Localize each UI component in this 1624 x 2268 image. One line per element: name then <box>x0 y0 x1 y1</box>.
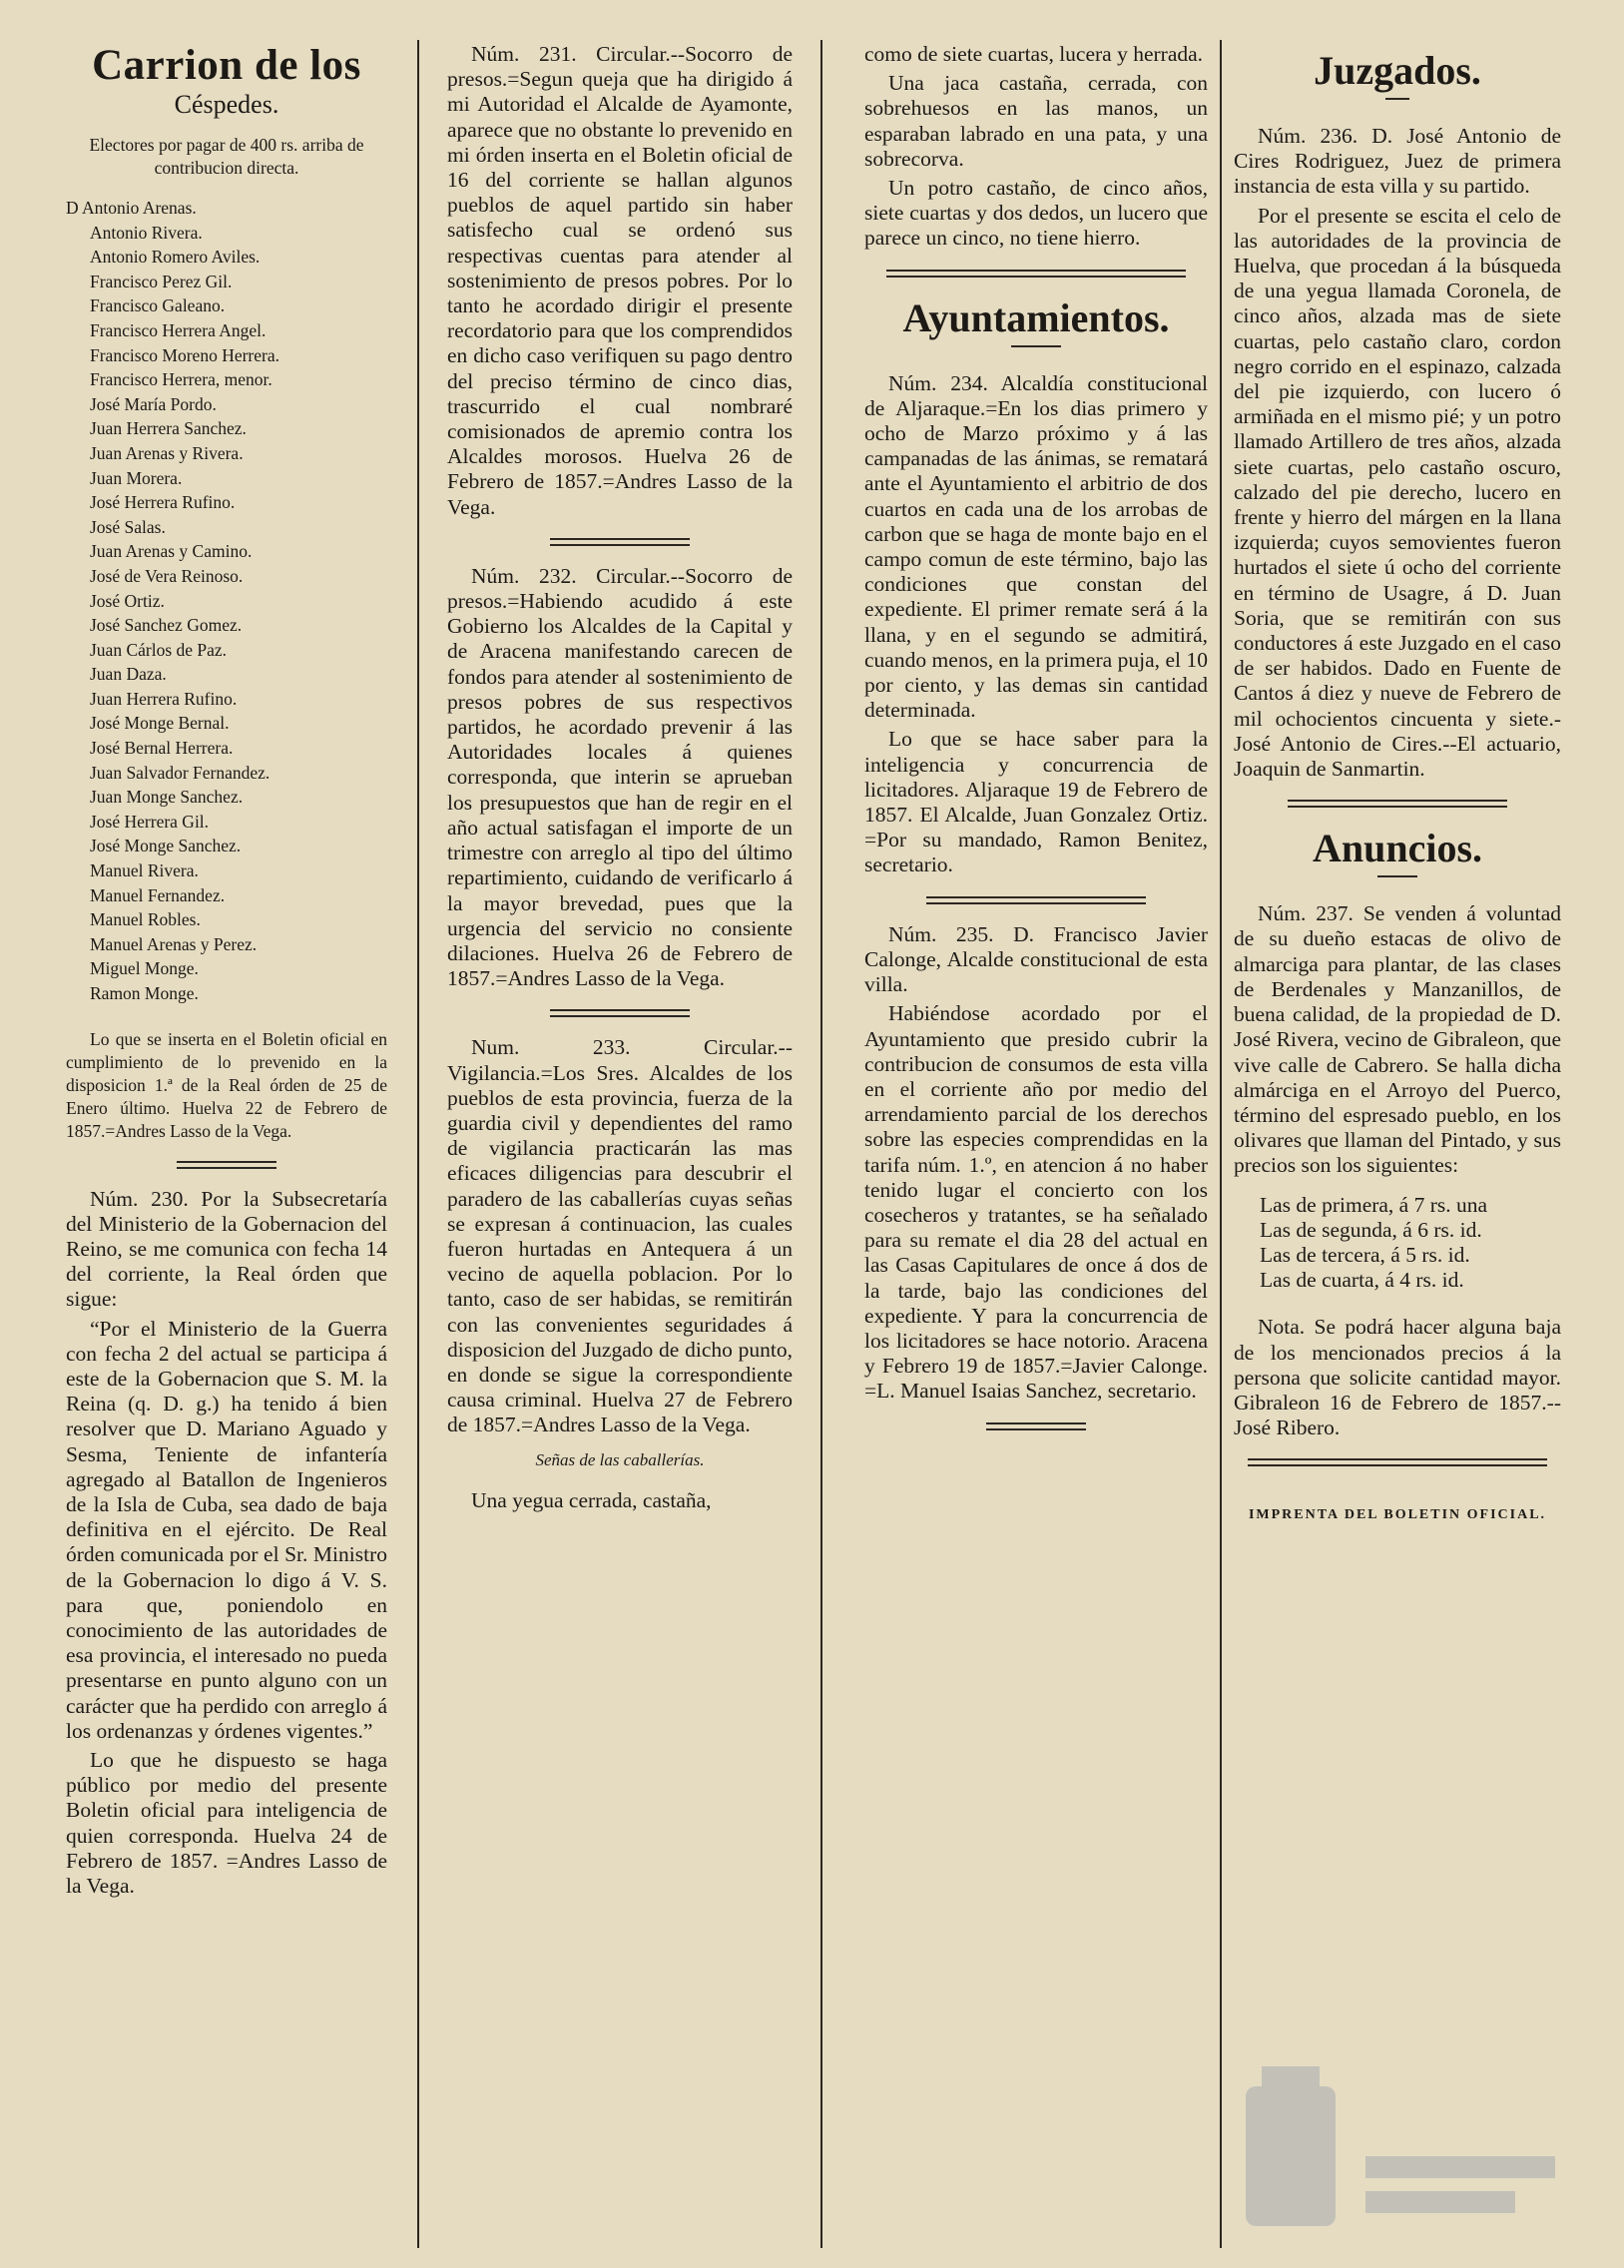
notice-236-body: Por el presente se escita el celo de las autoridades de la provincia de Huelva, que procedan á la búsqueda de una yegua llamada Coronela, de cinco años, alzada mas de siete cuartas, pelo castaño claro, cordon negro corrido en el espinazo, calzada del pie izquierdo, con lucero ó armiñada en el mismo pié; y un potro llamado Artillero de tres años, alzada siete cuartas, pelo castaño oscuro, calzado del pie derecho, lucero en frente y hierro del márgen en la llana izquierda; cuyos semovientes fueron hurtados el siete ú ocho del corriente en término de Usagre, á D. Juan Soria, que se remitirán con sus conductores á este Juzgado en el caso de ser habidos. Dado en Fuente de Cantos á diez y nueve de Febrero de mil ochocientos cincuenta y siete.-José Antonio de Cires.--El actuario, Joaquin de Sanmartin. <box>1234 203 1561 782</box>
elector-name: Miguel Monge. <box>90 958 199 979</box>
price-line: Las de primera, á 7 rs. una <box>1260 1192 1488 1217</box>
section-title: Ayuntamientos. <box>902 294 1170 340</box>
elector-name: Manuel Arenas y Perez. <box>90 933 258 954</box>
elector-name: Juan Herrera Sanchez. <box>90 418 247 439</box>
price-line: Las de segunda, á 6 rs. id. <box>1260 1217 1482 1242</box>
notice-234: Núm. 234. Alcaldía constitucional de Aljaraque.=En los dias primero y ocho de Marzo próximo y á las campanadas de las ánimas, se rematará ante el Ayuntamiento el arbitrio de dos cuartos en cada una de los arrobas de carbon que se haga de monte bajo en el campo comun de este término, bajo las condiciones que constan del expediente. El primer remate será á la llana, y en el segundo se admitirá, cuando menos, en la primera puja, el 10 por ciento, y las demas sin cantidad determinada. <box>864 370 1208 723</box>
ornament-divider <box>1288 800 1507 808</box>
notice-235: Núm. 235. D. Francisco Javier Calonge, Alcalde constitucional de esta villa. <box>864 921 1208 997</box>
horse-description-1-cont: como de siete cuartas, lucera y herrada. <box>864 42 1204 66</box>
elector-name: Manuel Rivera. <box>90 860 199 881</box>
elector-name: José Sanchez Gomez. <box>90 615 243 636</box>
elector-name: Francisco Herrera, menor. <box>90 369 272 390</box>
elector-name: José Ortiz. <box>90 590 165 611</box>
column-4 <box>1234 42 1561 2248</box>
price-list <box>1234 1193 1561 1294</box>
elector-name: Juan Salvador Fernandez. <box>90 762 271 783</box>
section-title: Juzgados. <box>1314 48 1481 93</box>
elector-name: José Bernal Herrera. <box>90 738 234 759</box>
column-rule <box>417 40 419 2248</box>
seal-watermark-icon <box>1216 2046 1575 2246</box>
section-subtitle: Céspedes. <box>174 90 279 119</box>
title-dash <box>1011 345 1061 347</box>
notice-231: Núm. 231. Circular.--Socorro de presos.=Segun queja que ha dirigido á mi Autoridad el Alcalde de Ayamonte, aparece que no obstante lo prevenido en mi órden inserta en el Boletin oficial de 16 del corriente se hallan algunos pueblos de aquel partido sin haber satisfecho cual se ordenó sus respectivas cuentas para atender al sostenimiento de presos pobres. Por lo tanto he acordado dirigir el presente recordatorio para que los comprendidos en dicho caso verifiquen su pago dentro del preciso término de cinco dias, trascurrido el cual nombraré comisionados de apremio contra los Alcaldes morosos. Huelva 26 de Febrero de 1857.=Andres Lasso de la Vega. <box>447 42 793 519</box>
elector-name: D Antonio Arenas. <box>66 198 197 218</box>
elector-name: José Salas. <box>90 516 166 537</box>
section-title: Anuncios. <box>1312 826 1483 871</box>
notice-237: Núm. 237. Se venden á voluntad de su dueño estacas de olivo de almarciga para plantar, de las clases de Berdenales y Manzanillos, de buena calidad, de la propiedad de D. José Rivera, vecino de Gibraleon, que vive calle de Cabrero. Se halla dicha almárciga en el Arroyo del Puerco, término del espresado pueblo, en los olivares que llaman del Pintado, y sus precios son los siguientes: <box>1234 901 1561 1178</box>
notice-230-body: “Por el Ministerio de la Guerra con fecha 2 del actual se participa á este de la Gobernacion que S. M. la Reina (q. D. g.) ha tenido á bien resolver que D. Mariano Aguado y Sesma, Teniente de infantería agregado al Batallon de Ingenieros de la Isla de Cuba, sea dado de baja definitiva en el ejército. De Real órden comunicada por el Sr. Ministro de la Gobernacion lo digo á V. S. para que, poniendolo en conocimiento de las autoridades de esa provincia, el interesado no pueda presentarse en punto alguno con un carácter que ha perdido con arreglo á los ordenanzas y órdenes vigentes.” <box>66 1316 387 1743</box>
electors-label: Electores por pagar de 400 rs. arriba de contribucion directa. <box>89 135 364 178</box>
ornament-divider <box>550 538 690 546</box>
elector-name: Antonio Romero Aviles. <box>90 247 261 268</box>
price-line: Las de tercera, á 5 rs. id. <box>1260 1242 1470 1267</box>
elector-name: Manuel Fernandez. <box>90 884 226 905</box>
elector-name: Juan Herrera Rufino. <box>90 688 238 709</box>
horse-description-1: Una yegua cerrada, castaña, <box>471 1487 712 1512</box>
horse-description-2: Una jaca castaña, cerrada, con sobrehuesos en las manos, un esparaban labrado en una pata, y una sobrecorva. <box>864 71 1208 171</box>
elector-name: Ramon Monge. <box>90 983 199 1003</box>
section-title: Carrion de los <box>92 42 361 89</box>
ornament-divider <box>886 270 1186 278</box>
elector-name: José María Pordo. <box>90 393 217 414</box>
elector-name: José Monge Sanchez. <box>90 836 242 856</box>
notice-235-body: Habiéndose acordado por el Ayuntamiento que presido cubrir la contribucion de consumos de esta villa en el corriente año por medio del arrendamiento parcial de los derechos sobre las especies comprendidas en la tarifa núm. 1.º, en atencion á no haber tenido lugar el concierto con los cosecheros y tratantes, se ha señalado para su remate el dia 28 del actual en las Casas Capitulares de once á dos de la tarde, bajo las condiciones del expediente. Y para la concurrencia de los licitadores se hace notorio. Aracena y Febrero 19 de 1857.=Javier Calonge. =L. Manuel Isaias Sanchez, secretario. <box>864 1001 1208 1404</box>
elector-name: José Monge Bernal. <box>90 713 230 734</box>
notice-233: Num. 233. Circular.--Vigilancia.=Los Sres. Alcaldes de los pueblos de esta provincia, fuerza de la guardia civil y dependientes del ramo de vigilancia practicarán las mas eficaces diligencias para descubrir el paradero de las caballerías cuyas señas se expresan á continuacion, las cuales fueron hurtadas en Antequera á un vecino de aquella poblacion. Por lo tanto, caso de ser habidas, se remitirán con las convenientes seguridades á disposicion del Juzgado de dicho punto, en donde se sigue la correspondiente causa criminal. Huelva 27 de Febrero de 1857.=Andres Lasso de la Vega. <box>447 1035 793 1437</box>
caption-horse-marks: Señas de las caballerías. <box>535 1449 705 1469</box>
elector-name: José Herrera Rufino. <box>90 492 236 513</box>
title-dash <box>1385 98 1409 100</box>
elector-name: Manuel Robles. <box>90 909 201 930</box>
column-1 <box>66 42 387 2248</box>
elector-name: Antonio Rivera. <box>90 222 203 243</box>
ornament-divider <box>926 896 1146 904</box>
elector-name: Juan Arenas y Rivera. <box>90 442 244 463</box>
elector-name: Juan Cárlos de Paz. <box>90 639 228 660</box>
title-dash <box>1377 875 1417 877</box>
elector-name: Francisco Herrera Angel. <box>90 319 267 340</box>
ornament-divider <box>986 1422 1086 1430</box>
column-rule <box>1220 40 1222 2248</box>
elector-name: Juan Daza. <box>90 664 167 685</box>
imprint: IMPRENTA DEL BOLETIN OFICIAL. <box>1248 1507 1547 1523</box>
notice-237-nota: Nota. Se podrá hacer alguna baja de los mencionados precios á la persona que solicite cantidad mayor. Gibraleon 16 de Febrero de 1857.--José Ribero. <box>1234 1315 1561 1440</box>
elector-name: Juan Monge Sanchez. <box>90 787 244 808</box>
notice-232: Núm. 232. Circular.--Socorro de presos.=Habiendo acudido á este Gobierno los Alcaldes de la Capital y de Aracena manifestando carecen de fondos para atender al sostenimiento de presos pobres de sus respectivos partidos, he acordado prevenir á las Autoridades locales á quienes corresponda, que interin se aprueban los presupuestos que han de regir en el año actual satisfagan el importe de un trimestre con arreglo al tipo del último repartimiento, cuidando de verificarlo á la mayor brevedad, pues que la urgencia del servicio no consiente dilaciones. Huelva 26 de Febrero de 1857.=Andres Lasso de la Vega. <box>447 563 793 991</box>
column-2 <box>447 42 793 2248</box>
electors-list <box>66 196 387 1006</box>
column-3 <box>864 42 1208 2248</box>
elector-name: Juan Morera. <box>90 467 183 488</box>
ornament-divider <box>177 1161 276 1169</box>
ornament-divider <box>1248 1458 1547 1466</box>
notice-230: Núm. 230. Por la Subsecretaría del Ministerio de la Gobernacion del Reino, se me comunica con fecha 14 del corriente, la Real órden que sigue: <box>66 1186 387 1312</box>
column-rule <box>820 40 822 2248</box>
notice-234-closing: Lo que se hace saber para la inteligencia y concurrencia de licitadores. Aljaraque 19 de Febrero de 1857. El Alcalde, Juan Gonzalez Ortiz. =Por su mandado, Ramon Benitez, secretario. <box>864 727 1208 877</box>
elector-name: Francisco Perez Gil. <box>90 271 233 291</box>
ornament-divider <box>550 1009 690 1017</box>
elector-name: Francisco Moreno Herrera. <box>90 344 279 365</box>
elector-name: Francisco Galeano. <box>90 295 226 316</box>
horse-description-3: Un potro castaño, de cinco años, siete cuartas y dos dedos, un lucero que parece un cinco, no tiene hierro. <box>864 176 1208 251</box>
electors-closing: Lo que se inserta en el Boletin oficial en cumplimiento de lo prevenido en la disposicion 1.ª de la Real órden de 25 de Enero último. Huelva 22 de Febrero de 1857.=Andres Lasso de la Vega. <box>66 1028 387 1141</box>
elector-name: José de Vera Reinoso. <box>90 565 244 586</box>
elector-name: José Herrera Gil. <box>90 811 210 832</box>
notice-230-closing: Lo que he dispuesto se haga público por medio del presente Boletin oficial para inteligencia de quien corresponda. Huelva 24 de Febrero de 1857. =Andres Lasso de la Vega. <box>66 1748 387 1899</box>
elector-name: Juan Arenas y Camino. <box>90 541 253 562</box>
price-line: Las de cuarta, á 4 rs. id. <box>1260 1268 1464 1293</box>
notice-236: Núm. 236. D. José Antonio de Cires Rodriguez, Juez de primera instancia de esta villa y su partido. <box>1234 124 1561 199</box>
